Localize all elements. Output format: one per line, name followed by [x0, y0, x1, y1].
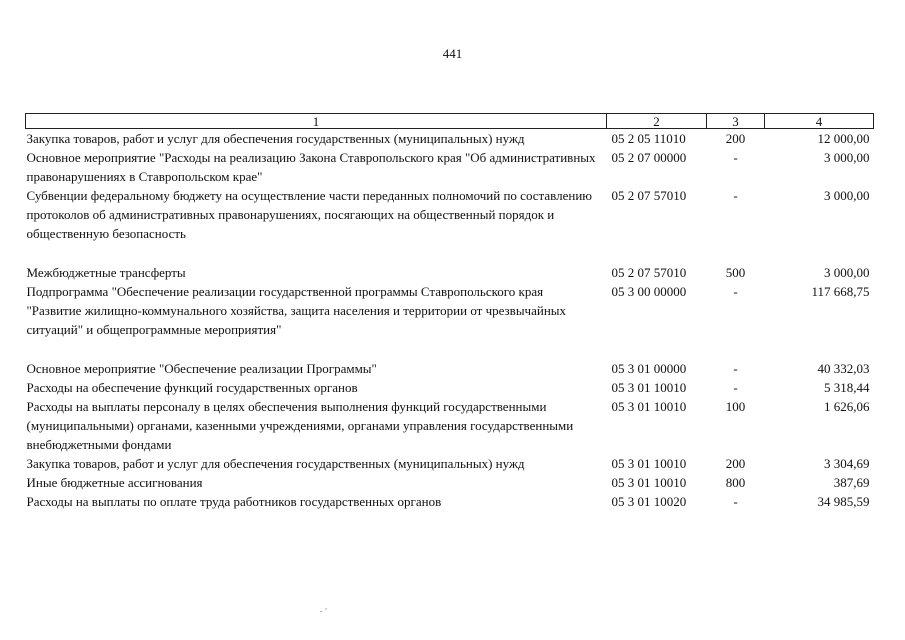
row-amount: 3 304,69 [824, 456, 870, 471]
row-name: Расходы на выплаты по оплате труда работников государственных органов [26, 494, 442, 509]
table-header-row [26, 114, 874, 129]
row-code: 05 3 01 10020 [611, 494, 687, 509]
table-row [26, 359, 874, 378]
row-amount: 117 668,75 [811, 284, 870, 299]
row-vr: 200 [725, 131, 746, 146]
page-number: 441 [442, 46, 463, 61]
table-row [26, 473, 874, 492]
row-name: Закупка товаров, работ и услуг для обеспечения государственных (муниципальных) нужд [26, 456, 525, 471]
row-name: Субвенции федеральному бюджету на осуществление части переданных полномочий по составлению протоколов об административных правонарушениях, посягающих на общественный порядок и общественную безопасность [26, 188, 593, 241]
row-name: Закупка товаров, работ и услуг для обеспечения государственных (муниципальных) нужд [26, 131, 525, 146]
column-header-name: 1 [26, 114, 607, 129]
scan-speck: . · [320, 604, 328, 614]
row-vr: 500 [725, 265, 746, 280]
row-amount: 5 318,44 [824, 380, 870, 395]
row-code: 05 3 01 10010 [611, 380, 687, 395]
row-amount: 3 000,00 [824, 265, 870, 280]
row-code: 05 3 01 10010 [611, 475, 687, 490]
table-row [26, 282, 874, 359]
table-row [26, 148, 874, 186]
row-code: 05 3 01 10010 [611, 456, 687, 471]
row-code: 05 3 01 10010 [611, 399, 687, 414]
row-vr: 200 [725, 456, 746, 471]
table-row [26, 263, 874, 282]
row-code: 05 3 00 00000 [611, 284, 687, 299]
row-vr: - [733, 284, 738, 299]
column-header-amount: 4 [765, 114, 874, 129]
row-code: 05 2 07 00000 [611, 150, 687, 165]
row-name: Подпрограмма "Обеспечение реализации государственной программы Ставропольского края "Развитие жилищно-коммунального хозяйства, защита населения и территории от чрезвычайных ситуаций" и общепрограммные мероприятия" [26, 284, 567, 337]
budget-table [25, 113, 874, 511]
row-name: Основное мероприятие "Расходы на реализацию Закона Ставропольского края "Об административных правонарушениях в Ставропольском крае" [26, 150, 596, 184]
table-row [26, 454, 874, 473]
table-row [26, 129, 874, 149]
row-amount: 3 000,00 [824, 150, 870, 165]
row-name: Межбюджетные трансферты [26, 265, 186, 280]
table-row [26, 492, 874, 511]
column-header-vr: 3 [707, 114, 765, 129]
row-amount: 387,69 [833, 475, 870, 490]
table-row [26, 397, 874, 454]
row-name: Иные бюджетные ассигнования [26, 475, 203, 490]
row-vr: - [733, 494, 738, 509]
row-vr: - [733, 361, 738, 376]
row-vr: - [733, 380, 738, 395]
row-amount: 3 000,00 [824, 188, 870, 203]
row-vr: - [733, 188, 738, 203]
row-amount: 12 000,00 [817, 131, 870, 146]
row-code: 05 3 01 00000 [611, 361, 687, 376]
row-name: Основное мероприятие "Обеспечение реализации Программы" [26, 361, 377, 376]
row-name: Расходы на обеспечение функций государственных органов [26, 380, 358, 395]
row-code: 05 2 07 57010 [611, 265, 687, 280]
column-header-code: 2 [607, 114, 707, 129]
row-vr: 100 [725, 399, 746, 414]
row-amount: 1 626,06 [824, 399, 870, 414]
row-code: 05 2 07 57010 [611, 188, 687, 203]
row-vr: 800 [725, 475, 746, 490]
row-amount: 40 332,03 [817, 361, 870, 376]
table-row [26, 186, 874, 263]
table-row [26, 378, 874, 397]
row-name: Расходы на выплаты персоналу в целях обеспечения выполнения функций государственными (муниципальными) органами, казенными учреждениями, органами управления государственными внебюджетными фондами [26, 399, 574, 452]
row-code: 05 2 05 11010 [611, 131, 686, 146]
row-vr: - [733, 150, 738, 165]
row-amount: 34 985,59 [817, 494, 870, 509]
